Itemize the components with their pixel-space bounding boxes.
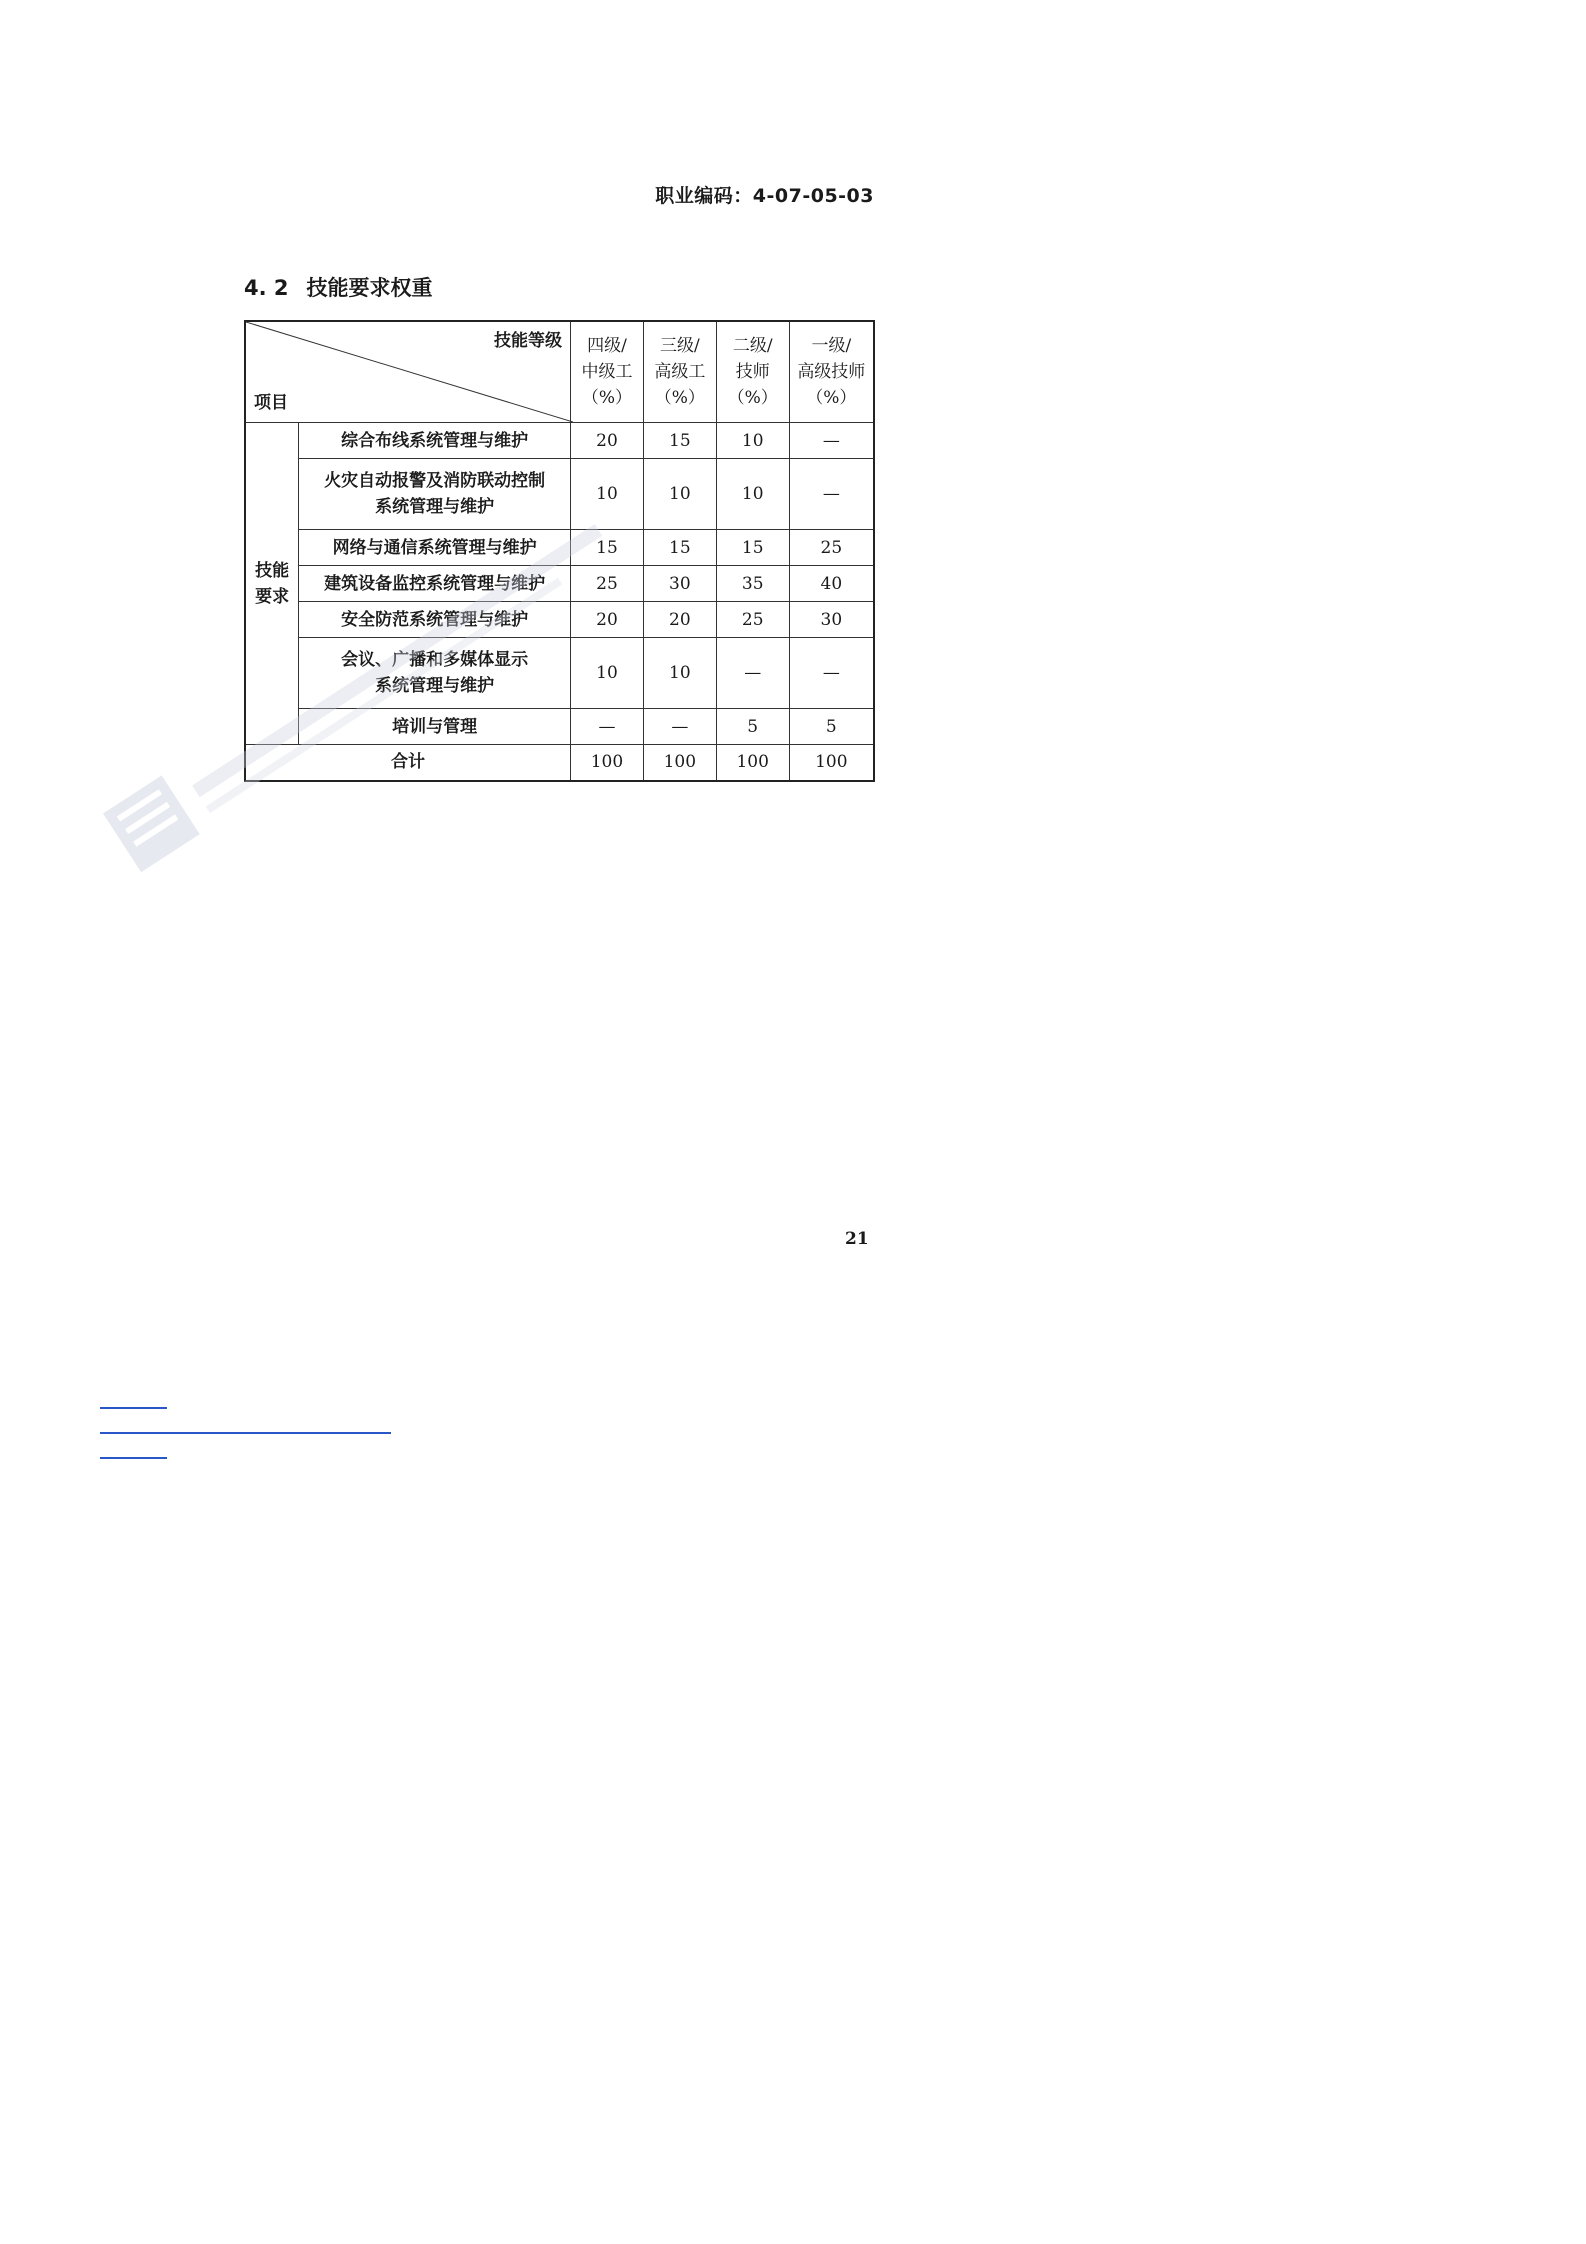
- value-cell: 25: [571, 566, 644, 602]
- value-cell: 10: [643, 459, 716, 530]
- table-row: [245, 423, 874, 459]
- level-3-unit: （%）: [654, 388, 705, 408]
- page-number: 21: [845, 1229, 869, 1249]
- value-cell: —: [716, 638, 789, 709]
- total-value: 100: [643, 745, 716, 781]
- total-value: 100: [716, 745, 789, 781]
- value-cell: 15: [643, 530, 716, 566]
- level-header-2: [716, 321, 789, 423]
- item-name: 网络与通信系统管理与维护: [299, 530, 571, 566]
- value-cell: 35: [716, 566, 789, 602]
- value-cell: 5: [716, 709, 789, 745]
- value-cell: 30: [789, 602, 874, 638]
- value-cell: 15: [716, 530, 789, 566]
- level-1-unit: （%）: [806, 388, 857, 408]
- item-name-line1: 火灾自动报警及消防联动控制: [324, 471, 546, 491]
- table-row: [245, 638, 874, 709]
- table-row: [245, 602, 874, 638]
- level-4-unit: （%）: [581, 388, 633, 408]
- item-name-line2: 系统管理与维护: [375, 497, 495, 517]
- level-header-1: [789, 321, 874, 423]
- item-heading: 项目: [254, 393, 288, 413]
- value-cell: 10: [571, 638, 644, 709]
- level-header-3: [643, 321, 716, 423]
- level-header-4: [571, 321, 644, 423]
- value-cell: 15: [571, 530, 644, 566]
- level-2-unit: （%）: [727, 388, 778, 408]
- item-name: 综合布线系统管理与维护: [299, 423, 571, 459]
- value-cell: —: [643, 709, 716, 745]
- table-row: [245, 530, 874, 566]
- total-value: 100: [789, 745, 874, 781]
- item-name-line2: 系统管理与维护: [375, 676, 495, 696]
- value-cell: —: [571, 709, 644, 745]
- value-cell: 10: [716, 423, 789, 459]
- footer-link-line[interactable]: [100, 1432, 391, 1434]
- value-cell: 30: [643, 566, 716, 602]
- value-cell: —: [789, 423, 874, 459]
- value-cell: 10: [643, 638, 716, 709]
- table-header-row: [245, 321, 874, 423]
- value-cell: 25: [716, 602, 789, 638]
- value-cell: 10: [716, 459, 789, 530]
- value-cell: 20: [643, 602, 716, 638]
- item-name: 建筑设备监控系统管理与维护: [299, 566, 571, 602]
- table-row: [245, 566, 874, 602]
- section-title-text: 技能要求权重: [306, 276, 433, 300]
- footer-link-line[interactable]: [100, 1457, 167, 1459]
- level-1-title: 高级技师: [797, 362, 866, 382]
- level-1-rank: 一级/: [811, 336, 852, 356]
- skill-requirements-group: [245, 423, 299, 745]
- footer-link-line[interactable]: [100, 1407, 167, 1409]
- item-name: [299, 459, 571, 530]
- section-title: [244, 272, 433, 302]
- total-value: 100: [571, 745, 644, 781]
- item-name-line1: 会议、广播和多媒体显示: [341, 650, 529, 670]
- value-cell: —: [789, 638, 874, 709]
- section-number: 4. 2: [244, 276, 289, 300]
- value-cell: 15: [643, 423, 716, 459]
- value-cell: 20: [571, 602, 644, 638]
- level-2-rank: 二级/: [732, 336, 773, 356]
- item-name: [299, 638, 571, 709]
- table-row: [245, 709, 874, 745]
- skill-level-heading: 技能等级: [494, 331, 563, 351]
- occupation-code: 职业编码：4-07-05-03: [655, 185, 874, 207]
- level-3-rank: 三级/: [659, 336, 700, 356]
- skill-weight-table: [244, 320, 875, 782]
- value-cell: 10: [571, 459, 644, 530]
- value-cell: 20: [571, 423, 644, 459]
- item-name: 安全防范系统管理与维护: [299, 602, 571, 638]
- value-cell: 25: [789, 530, 874, 566]
- group-label-line2: 要求: [255, 586, 290, 607]
- level-3-title: 高级工: [654, 362, 706, 382]
- level-4-rank: 四级/: [587, 336, 627, 356]
- item-name: 培训与管理: [299, 709, 571, 745]
- diagonal-header-cell: [245, 321, 571, 423]
- level-2-title: 技师: [735, 362, 770, 382]
- total-row: [245, 745, 874, 781]
- group-label-line1: 技能: [255, 560, 290, 581]
- value-cell: —: [789, 459, 874, 530]
- total-label: 合计: [245, 745, 571, 781]
- level-4-title: 中级工: [581, 362, 633, 382]
- value-cell: 40: [789, 566, 874, 602]
- value-cell: 5: [789, 709, 874, 745]
- table-row: [245, 459, 874, 530]
